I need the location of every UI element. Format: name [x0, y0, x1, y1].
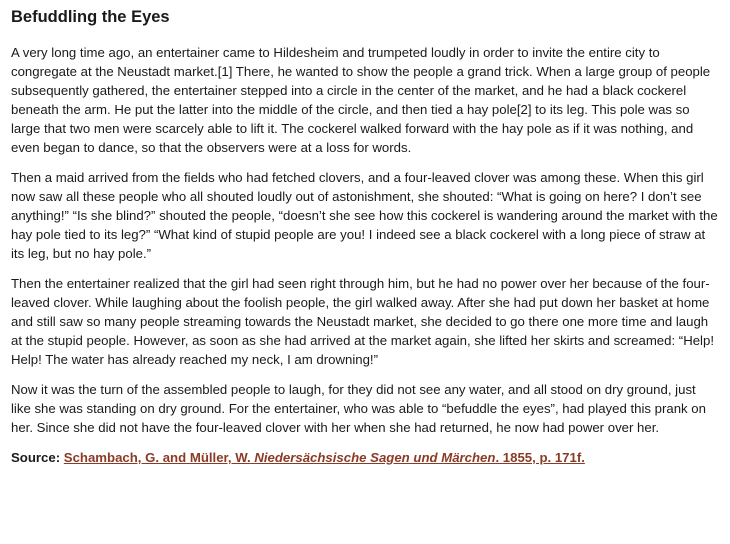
paragraph-2: Then a maid arrived from the fields who had fetched clovers, and a four-leaved clover was among these. When this girl now saw all these people who all shouted loudly out of astonishment, she shouted: “What is going on here? I don’t see anything!” “Is she blind?” shouted the people, “doesn’t she see how this cockerel is wandering around the market with the hay pole tied to its leg?” “What kind of stupid people are you! I indeed see a black cockerel with a long piece of straw at its leg, but no hay pole.”: [11, 170, 718, 261]
source-authors: Schambach, G. and Müller, W.: [63, 450, 251, 465]
paragraph-3: Then the entertainer realized that the girl had seen right through him, but he had no power over her because of the four-leaved clover. While laughing about the foolish people, the girl walked away. After she had put down her basket at home and still saw so many people streaming towards the Neustadt market, she decided to go there one more time and laugh at the stupid people. However, as soon as she had arrived at the market again, she lifted her skirts and screamed: “Help! Help! The water has already reached my neck, I am drowning!”: [11, 276, 714, 367]
source-details: . 1855, p. 171f.: [495, 450, 585, 465]
article-title: Befuddling the Eyes: [11, 8, 170, 26]
source-label: Source:: [11, 450, 61, 465]
paragraph-1: A very long time ago, an entertainer came to Hildesheim and trumpeted loudly in order to invite the entire city to congregate at the Neustadt market.[1] There, he wanted to show the people a grand trick. When a large group of people subsequently gathered, the entertainer stepped into a circle in the center of the market, and he had a black cockerel beneath the arm. He put the latter into the middle of the circle, and then tied a hay pole[2] to its leg. This pole was so large that two men were scarcely able to lift it. The cockerel walked forward with the hay pole as if it was nothing, and even began to dance, so that the observers were at a loss for words.: [11, 45, 711, 155]
source-book-title: Niedersächsische Sagen und Märchen: [254, 450, 496, 465]
source-link[interactable]: [64, 450, 585, 465]
paragraph-4: Now it was the turn of the assembled people to laugh, for they did not see any water, and all stood on dry ground, just like she was standing on dry ground. For the entertainer, who was able to “befuddle the eyes”, had played this prank on her. Since she did not have the four-leaved clover with her when she had returned, he now had power over her.: [11, 382, 706, 435]
source-line: [11, 448, 719, 467]
